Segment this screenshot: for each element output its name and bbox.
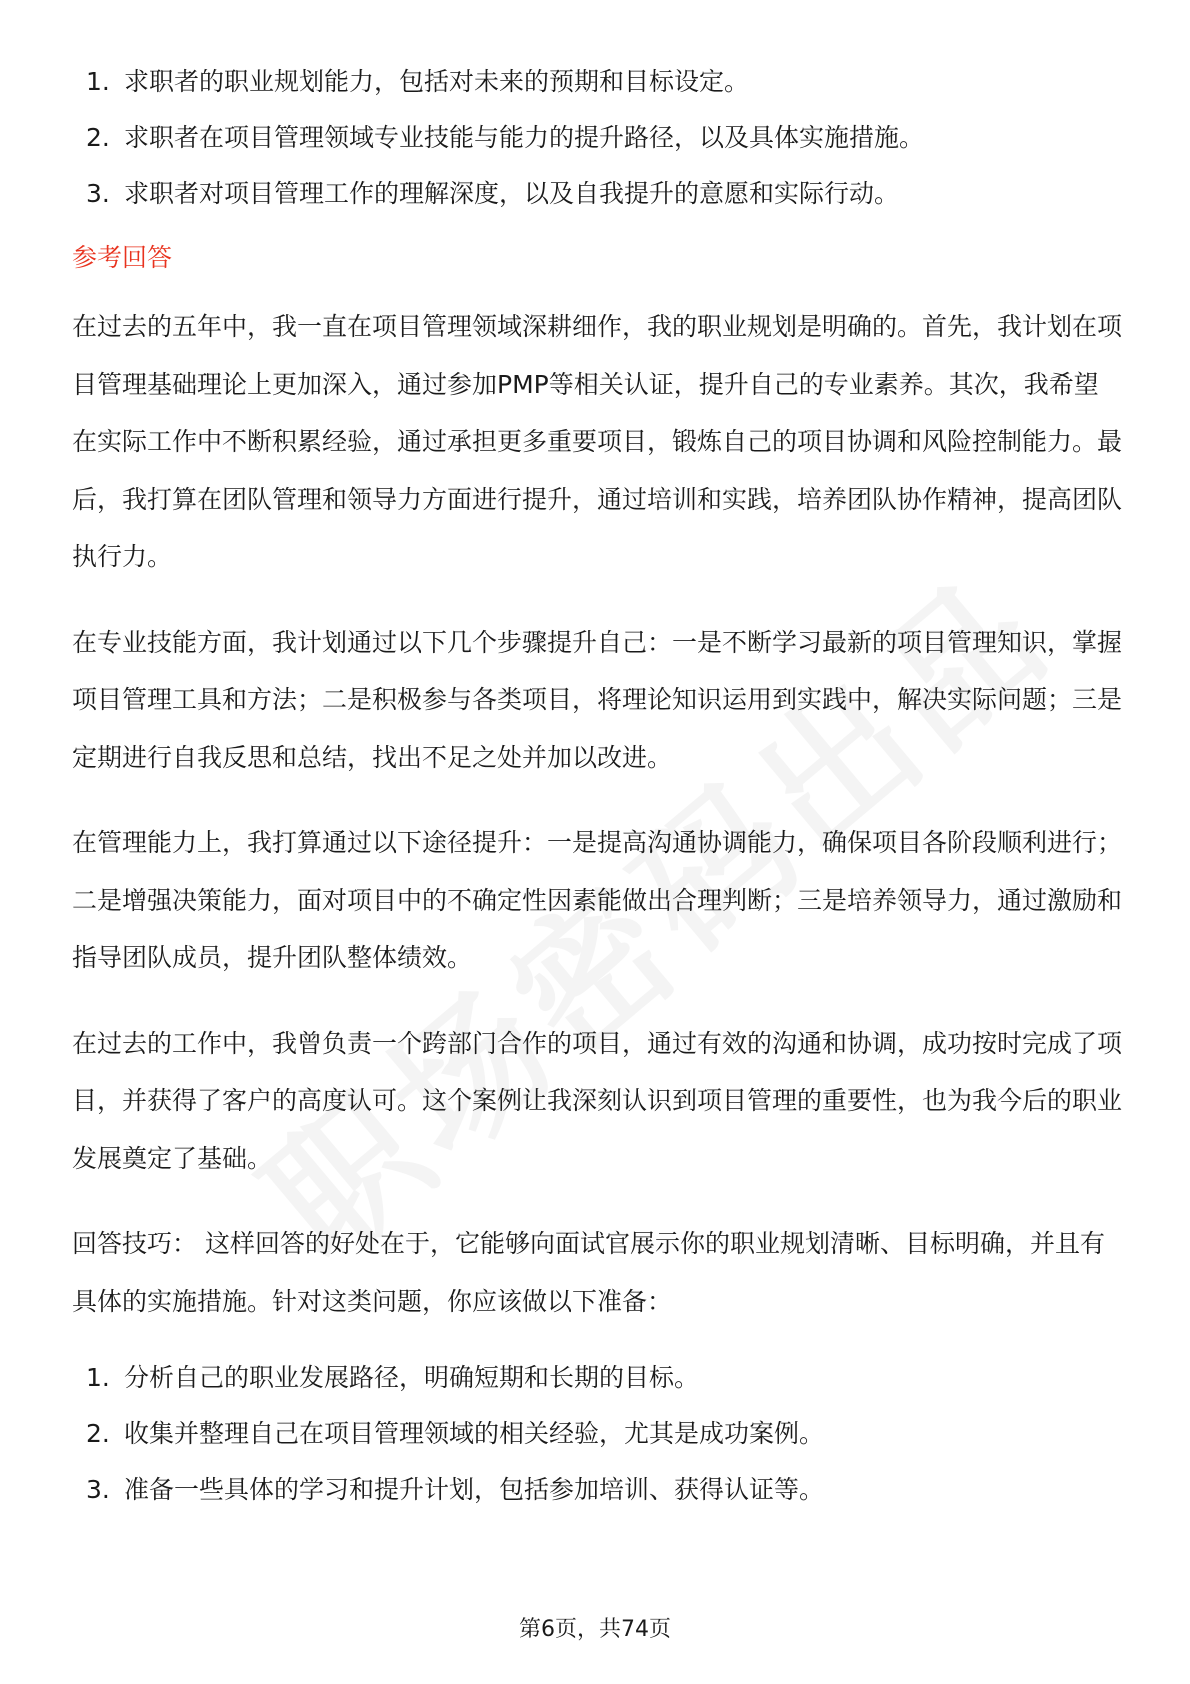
list-text: 求职者对项目管理工作的理解深度，以及自我提升的意愿和实际行动。 <box>124 179 900 208</box>
answer-paragraph: 在管理能力上，我打算通过以下途径提升：一是提高沟通协调能力，确保项目各阶段顺利进行；二是增强决策能力，面对项目中的不确定性因素能做出合理判断；三是培养领导力，通过激励和指导团队成员，提升团队整体绩效。 <box>72 828 1123 972</box>
document-body <box>72 54 1122 1518</box>
list-number: 3. <box>86 1475 110 1504</box>
answer-paragraph: 在专业技能方面，我计划通过以下几个步骤提升自己：一是不断学习最新的项目管理知识，掌握项目管理工具和方法；二是积极参与各类项目，将理论知识运用到实践中，解决实际问题；三是定期进行自我反思和总结，找出不足之处并加以改进。 <box>72 627 1123 772</box>
list-text: 收集并整理自己在项目管理领域的相关经验，尤其是成功案例。 <box>124 1419 825 1448</box>
preparation-list <box>72 1350 1122 1518</box>
list-number: 3. <box>86 179 110 208</box>
list-item <box>72 1462 1122 1518</box>
answer-paragraph: 在过去的五年中，我一直在项目管理领域深耕细作，我的职业规划是明确的。首先，我计划在项目管理基础理论上更加深入，通过参加PMP等相关认证，提升自己的专业素养。其次，我希望在实际工作中不断积累经验，通过承担更多重要项目，锻炼自己的项目协调和风险控制能力。最后，我打算在团队管理和领导力方面进行提升，通过培训和实践，培养团队协作精神，提高团队执行力。 <box>72 312 1123 571</box>
list-item <box>72 54 1122 110</box>
list-number: 1. <box>86 67 110 96</box>
criteria-list <box>72 54 1122 222</box>
page-number: 第6页，共74页 <box>519 1617 671 1642</box>
list-text: 求职者在项目管理领域专业技能与能力的提升路径，以及具体实施措施。 <box>124 123 925 152</box>
answer-paragraph: 在过去的工作中，我曾负责一个跨部门合作的项目，通过有效的沟通和协调，成功按时完成了项目，并获得了客户的高度认可。这个案例让我深刻认识到项目管理的重要性，也为我今后的职业发展奠定了基础。 <box>72 1028 1123 1173</box>
tips-paragraph: 回答技巧： 这样回答的好处在于，它能够向面试官展示你的职业规划清晰、目标明确，并且有具体的实施措施。针对这类问题，你应该做以下准备： <box>72 1229 1105 1316</box>
list-text: 准备一些具体的学习和提升计划，包括参加培训、获得认证等。 <box>124 1475 825 1504</box>
list-number: 2. <box>86 1419 110 1448</box>
reference-answer-heading: 参考回答 <box>72 243 173 272</box>
list-number: 1. <box>86 1363 110 1392</box>
list-text: 求职者的职业规划能力，包括对未来的预期和目标设定。 <box>124 67 750 96</box>
list-item <box>72 1406 1122 1462</box>
list-item <box>72 1350 1122 1406</box>
list-number: 2. <box>86 123 110 152</box>
list-item <box>72 110 1122 166</box>
list-item <box>72 166 1122 222</box>
list-text: 分析自己的职业发展路径，明确短期和长期的目标。 <box>124 1363 700 1392</box>
